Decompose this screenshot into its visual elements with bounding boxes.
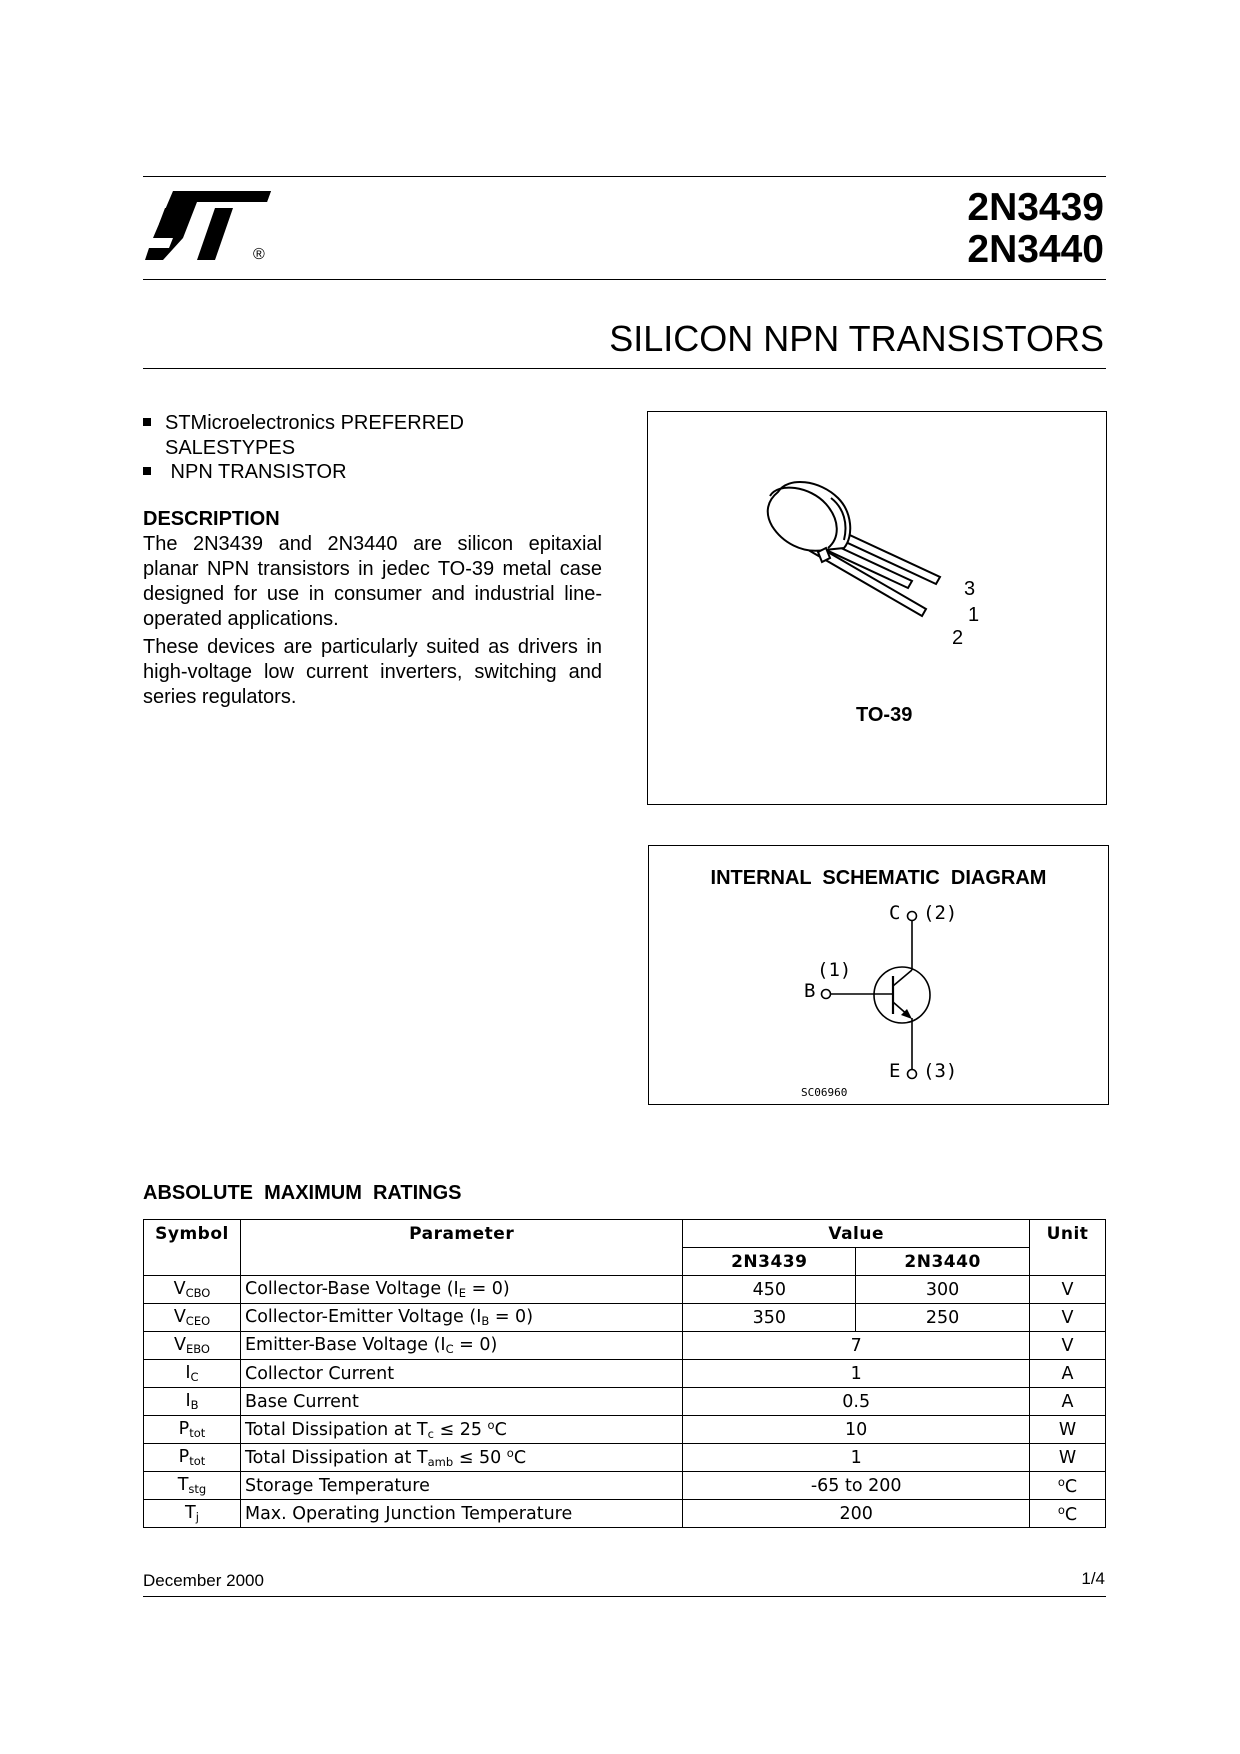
value-cell: 200 bbox=[683, 1500, 1030, 1528]
header-bottom-rule bbox=[143, 279, 1106, 280]
schematic-title: INTERNAL SCHEMATIC DIAGRAM bbox=[710, 867, 1047, 889]
symbol-cell: $V_{CBO}$ bbox=[144, 1276, 241, 1304]
symbol-cell: $P_{tot}$ bbox=[144, 1444, 241, 1472]
header-value: Value bbox=[683, 1220, 1030, 1248]
value-cell: 1 bbox=[683, 1360, 1030, 1388]
parameter-cell: Base Current bbox=[240, 1388, 682, 1416]
pin-label-2: 2 bbox=[952, 627, 964, 649]
symbol-cell: $V_{EBO}$ bbox=[144, 1332, 241, 1360]
value-cell: 250 bbox=[856, 1304, 1030, 1332]
ratings-heading: ABSOLUTE MAXIMUM RATINGS bbox=[143, 1182, 462, 1204]
symbol-cell: $V_{CEO}$ bbox=[144, 1304, 241, 1332]
header-top-rule bbox=[143, 176, 1106, 177]
header-2n3439: 2N3439 bbox=[683, 1248, 856, 1276]
npn-transistor-symbol bbox=[649, 846, 1108, 1104]
unit-cell: W bbox=[1030, 1416, 1106, 1444]
value-cell: 450 bbox=[683, 1276, 856, 1304]
unit-cell: V bbox=[1030, 1304, 1106, 1332]
table-row bbox=[144, 1332, 1106, 1360]
package-frame bbox=[647, 411, 1107, 805]
ratings-table bbox=[143, 1219, 1106, 1528]
schematic-code: SC06960 bbox=[801, 1086, 848, 1099]
symbol-cell: $P_{tot}$ bbox=[144, 1416, 241, 1444]
parameter-cell: Emitter-Base Voltage $(I_C = 0)$ bbox=[240, 1332, 682, 1360]
pin-label-1: 1 bbox=[968, 604, 980, 626]
table-row bbox=[144, 1416, 1106, 1444]
feature-item: STMicroelectronics PREFERRED bbox=[143, 411, 464, 436]
symbol-cell: $T_j$ bbox=[144, 1500, 241, 1528]
unit-cell: $^o$C bbox=[1030, 1500, 1106, 1528]
table-row bbox=[144, 1500, 1106, 1528]
title-rule bbox=[143, 368, 1106, 369]
feature-list bbox=[143, 411, 464, 485]
parameter-cell: Total Dissipation at $T_c \le 25$ $^o$C bbox=[240, 1416, 682, 1444]
value-cell: -65 to 200 bbox=[683, 1472, 1030, 1500]
symbol-cell: $I_B$ bbox=[144, 1388, 241, 1416]
table-row bbox=[144, 1472, 1106, 1500]
value-cell: 0.5 bbox=[683, 1388, 1030, 1416]
unit-cell: A bbox=[1030, 1360, 1106, 1388]
description-paragraph: The 2N3439 and 2N3440 are silicon epitaxial planar NPN transistors in jedec TO-39 metal case designed for use in consumer and industrial line-operated applications. bbox=[143, 533, 602, 630]
feature-item-continued: SALESTYPES bbox=[165, 436, 296, 459]
header-2n3440: 2N3440 bbox=[856, 1248, 1030, 1276]
base-label: B bbox=[804, 980, 816, 1002]
parameter-cell: Collector-Emitter Voltage $(I_B = 0)$ bbox=[240, 1304, 682, 1332]
unit-cell: $^o$C bbox=[1030, 1472, 1106, 1500]
table-row bbox=[144, 1276, 1106, 1304]
description-paragraph: These devices are particularly suited as drivers in high-voltage low current inverters, switching and series regulators. bbox=[143, 636, 602, 708]
part-number-2: 2N3440 bbox=[967, 228, 1104, 271]
value-cell: 7 bbox=[683, 1332, 1030, 1360]
bullet-icon bbox=[143, 418, 151, 426]
description-body bbox=[143, 532, 602, 713]
to39-package-icon bbox=[648, 412, 1106, 804]
symbol-cell: $T_{stg}$ bbox=[144, 1472, 241, 1500]
parameter-cell: Total Dissipation at $T_{amb} \le 50$ $^o$C bbox=[240, 1444, 682, 1472]
emitter-pin: (3) bbox=[923, 1060, 958, 1082]
parameter-cell: Max. Operating Junction Temperature bbox=[240, 1500, 682, 1528]
parameter-cell: Collector-Base Voltage $(I_E = 0)$ bbox=[240, 1276, 682, 1304]
package-name: TO-39 bbox=[856, 704, 913, 726]
pin-label-3: 3 bbox=[964, 578, 976, 600]
feature-item: NPN TRANSISTOR bbox=[143, 460, 464, 485]
part-number-1: 2N3439 bbox=[967, 186, 1104, 229]
value-cell: 1 bbox=[683, 1444, 1030, 1472]
header-unit: Unit bbox=[1030, 1220, 1106, 1276]
header-symbol: Symbol bbox=[144, 1220, 241, 1276]
parameter-cell: Collector Current bbox=[240, 1360, 682, 1388]
footer-rule bbox=[143, 1596, 1106, 1597]
collector-label: C bbox=[889, 902, 901, 924]
bullet-icon bbox=[143, 467, 151, 475]
value-cell: 10 bbox=[683, 1416, 1030, 1444]
table-row bbox=[144, 1388, 1106, 1416]
value-cell: 350 bbox=[683, 1304, 856, 1332]
document-title: SILICON NPN TRANSISTORS bbox=[609, 318, 1104, 359]
parameter-cell: Storage Temperature bbox=[240, 1472, 682, 1500]
unit-cell: W bbox=[1030, 1444, 1106, 1472]
header-parameter: Parameter bbox=[240, 1220, 682, 1276]
value-cell: 300 bbox=[856, 1276, 1030, 1304]
st-logo bbox=[143, 188, 273, 268]
page-number: 1/4 bbox=[1081, 1569, 1105, 1588]
table-row bbox=[144, 1304, 1106, 1332]
unit-cell: V bbox=[1030, 1332, 1106, 1360]
unit-cell: V bbox=[1030, 1276, 1106, 1304]
collector-pin: (2) bbox=[923, 902, 958, 924]
footer-date: December 2000 bbox=[143, 1571, 264, 1590]
unit-cell: A bbox=[1030, 1388, 1106, 1416]
registered-mark: ® bbox=[253, 246, 265, 263]
base-pin: (1) bbox=[817, 959, 852, 981]
table-row bbox=[144, 1360, 1106, 1388]
table-row bbox=[144, 1444, 1106, 1472]
emitter-label: E bbox=[889, 1060, 901, 1082]
description-heading: DESCRIPTION bbox=[143, 508, 280, 530]
symbol-cell: $I_C$ bbox=[144, 1360, 241, 1388]
schematic-frame bbox=[648, 845, 1109, 1105]
